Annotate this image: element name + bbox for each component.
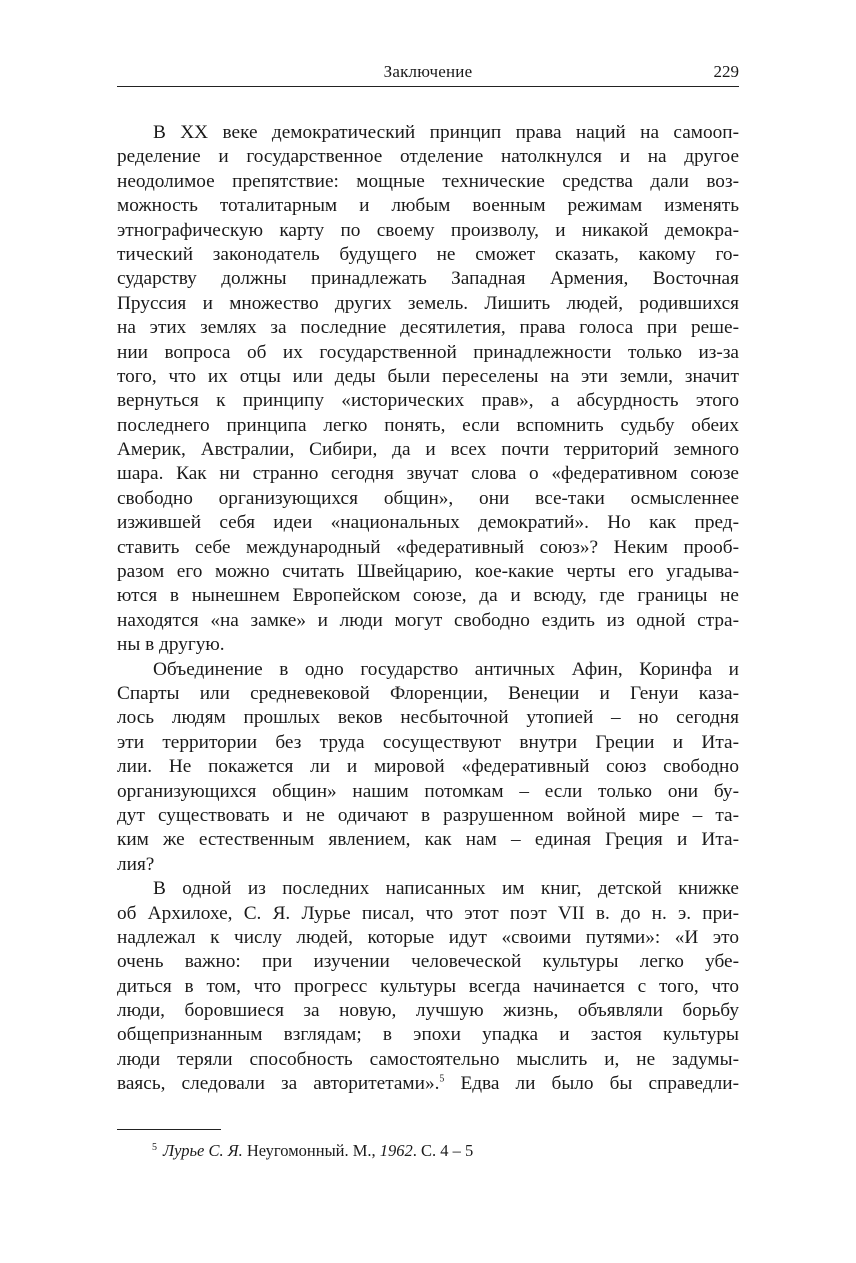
footnote-mark: 5 [152,1141,157,1153]
text-line: вернуться к принципу «исторических прав», а абсурдность этого [117,390,739,412]
text-line: лии. Не покажется ли и мировой «федеративный союз свободно [117,756,739,778]
main-text [117,121,739,1097]
footnote-title: Неугомонный. М., [242,1141,380,1160]
footnote-reference[interactable]: 5 [439,1073,445,1085]
text-line: на этих землях за последние десятилетия, права голоса при реше- [117,317,739,339]
text-line: общепризнанным взглядам; в эпохи упадка и застоя культуры [117,1024,739,1046]
text-line: находятся «на замке» и люди могут свободно ездить из одной стра- [117,609,739,631]
text-fragment: Едва ли было бы справедли- [444,1073,739,1095]
text-line: организующихся общин» нашим потомкам – если только они бу- [117,780,739,802]
footnote-divider [117,1129,221,1130]
text-line [117,1072,739,1096]
footnote-author: Лурье С. Я. [163,1141,243,1160]
text-line: В XX веке демократический принцип права наций на самооп- [153,122,739,143]
text-line: сударству должны принадлежать Западная Армения, Восточная [117,268,739,290]
text-line: лось людям прошлых веков несбыточной утопией – но сегодня [117,707,739,729]
text-line: лия? [117,853,155,875]
text-line: того, что их отцы или деды были переселены на эти земли, значит [117,365,739,387]
text-line: диться в том, что прогресс культуры всегда начинается с того, что [117,975,739,997]
text-line: Спарты или средневековой Флоренции, Венеции и Генуи каза- [117,682,739,704]
text-line: Америк, Австралии, Сибири, да и всех почти территорий земного [117,439,739,461]
text-line: Пруссия и множество других земель. Лишить людей, родившихся [117,292,739,314]
text-line: шара. Как ни странно сегодня звучат слова о «федеративном союзе [117,463,739,485]
paragraph [117,121,739,658]
page-header [117,60,739,87]
text-line: ставить себе международный «федеративный союз»? Неким прооб- [117,536,739,558]
footnote-pages: . С. 4 – 5 [412,1141,474,1160]
paragraph [117,877,739,1097]
text-line: ются в нынешнем Европейском союзе, да и всюду, где границы не [117,585,739,607]
text-line: можность тоталитарным и любым военным режимам изменять [117,195,739,217]
text-fragment: ваясь, следовали за авторитетами». [117,1073,440,1095]
text-line: свободно организующихся общин», они все-таки осмысленнее [117,487,739,509]
text-line: В одной из последних написанных им книг, детской книжке [153,878,739,900]
text-line: разом его можно считать Швейцарию, кое-какие черты его угадыва- [117,561,739,583]
text-line: об Архилохе, С. Я. Лурье писал, что этот поэт VII в. до н. э. при- [117,902,739,924]
footnote [152,1141,473,1161]
text-line: эти территории без труда сосуществуют внутри Греции и Ита- [117,731,739,753]
paragraph [117,658,739,878]
text-line: нии вопроса об их государственной принадлежности только из-за [117,341,739,363]
text-line: этнографическую карту по своему произволу, и никакой демокра- [117,219,739,241]
text-line: изжившей себя идеи «национальных демократий». Но как пред- [117,512,739,534]
text-line: люди теряли способность самостоятельно мыслить и, не задумы- [117,1048,739,1070]
text-line: неодолимое препятствие: мощные технические средства дали воз- [117,170,739,192]
running-title: Заключение [383,62,473,81]
text-line: Объединение в одно государство античных Афин, Коринфа и [153,658,739,680]
footnote-year: 1962 [379,1141,413,1160]
text-line: ны в другую. [117,634,225,656]
text-line: дут существовать и не одичают в разрушенном войной мире – та- [117,804,739,826]
text-line: последнего принципа легко понять, если вспомнить судьбу обеих [117,414,739,436]
text-line: надлежал к числу людей, которые идут «своими путями»: «И это [117,926,739,948]
page-number: 229 [713,62,739,81]
text-line: тический законодатель будущего не сможет сказать, какому го- [117,243,739,265]
text-line: ределение и государственное отделение натолкнулся и на другое [117,146,739,168]
text-line: люди, боровшиеся за новую, лучшую жизнь, объявляли борьбу [117,1000,739,1022]
text-line: очень важно: при изучении человеческой культуры легко убе- [117,951,739,973]
text-line: ким же естественным явлением, как нам – единая Греция и Ита- [117,829,739,851]
